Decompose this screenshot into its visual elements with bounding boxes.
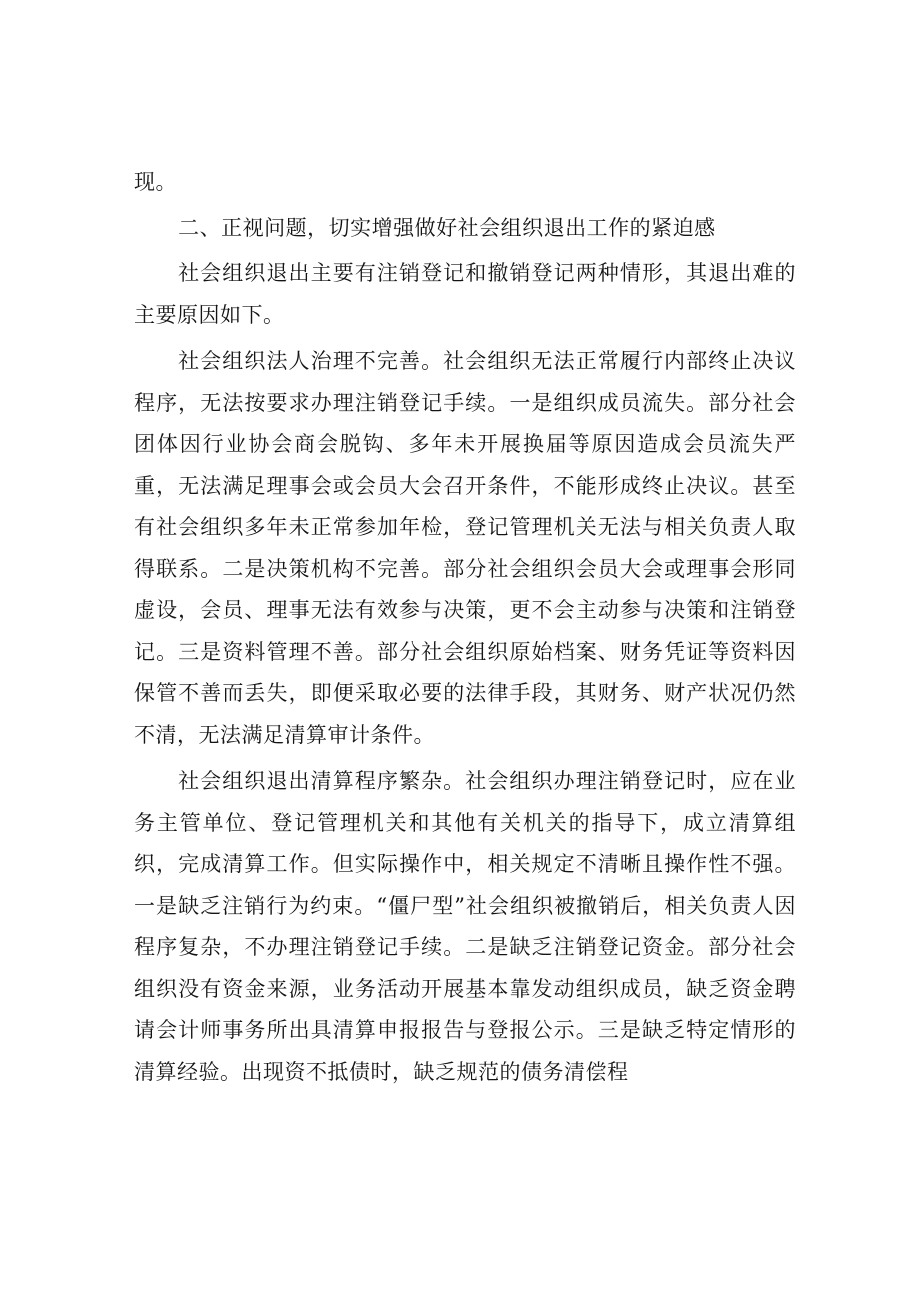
paragraph-intro: 社会组织退出主要有注销登记和撤销登记两种情形，其退出难的主要原因如下。 xyxy=(134,261,796,327)
document-body xyxy=(134,162,796,1093)
paragraph-continuation: 现。 xyxy=(134,170,177,194)
section-heading: 二、正视问题，切实增强做好社会组织退出工作的紧迫感 xyxy=(178,215,716,240)
paragraph-governance: 社会组织法人治理不完善。社会组织无法正常履行内部终止决议程序，无法按要求办理注销登记手续。一是组织成员流失。部分社会团体因行业协会商会脱钩、多年未开展换届等原因造成会员流失严重，无法满足理事会或会员大会召开条件，不能形成终止决议。甚至有社会组织多年未正常参加年检，登记管理机关无法与相关负责人取得联系。二是决策机构不完善。部分社会组织会员大会或理事会形同虚设，会员、理事无法有效参与决策，更不会主动参与决策和注销登记。三是资料管理不善。部分社会组织原始档案、财务凭证等资料因保管不善而丢失，即便采取必要的法律手段，其财务、财产状况仍然不清，无法满足清算审计条件。 xyxy=(134,349,796,747)
paragraph-liquidation: 社会组织退出清算程序繁杂。社会组织办理注销登记时，应在业务主管单位、登记管理机关和其他有关机关的指导下，成立清算组织，完成清算工作。但实际操作中，相关规定不清晰且操作性不强。一是缺乏注销行为约束。“僵尸型”社会组织被撤销后，相关负责人因程序复杂，不办理注销登记手续。二是缺乏注销登记资金。部分社会组织没有资金来源，业务活动开展基本靠发动组织成员，缺乏资金聘请会计师事务所出具清算申报报告与登报公示。三是缺乏特定情形的清算经验。出现资不抵债时，缺乏规范的债务清偿程 xyxy=(134,769,796,1084)
